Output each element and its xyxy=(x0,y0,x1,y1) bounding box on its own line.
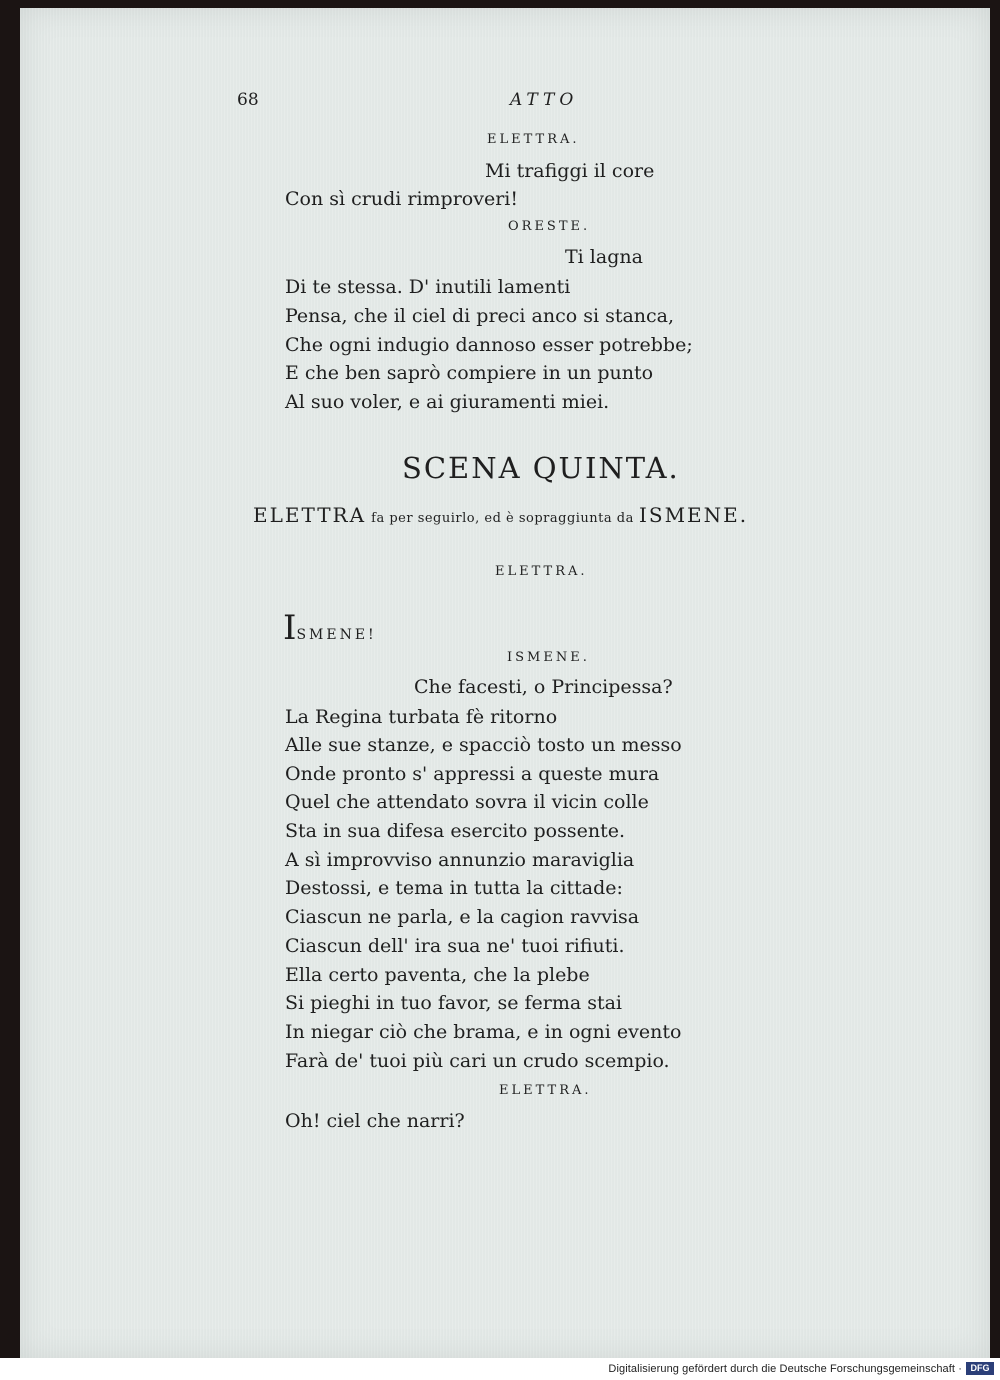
footer-bar xyxy=(0,1358,1000,1380)
verse-line: A sì improvviso annunzio maraviglia xyxy=(285,849,635,871)
verse-line: Onde pronto s' appressi a queste mura xyxy=(285,763,660,785)
scene-title: SCENA QUINTA. xyxy=(402,451,680,485)
verse-line: Pensa, che il ciel di preci anco si stanca, xyxy=(285,305,675,327)
stage-direction xyxy=(253,505,748,525)
verse-line: Si pieghi in tuo favor, se ferma stai xyxy=(285,992,623,1014)
verse-line: Oh! ciel che narri? xyxy=(285,1110,465,1132)
verse-line: Ciascun dell' ira sua ne' tuoi rifiuti. xyxy=(285,935,625,957)
page-number: 68 xyxy=(237,90,259,110)
verse-line: Che ogni indugio dannoso esser potrebbe; xyxy=(285,334,693,356)
verse-line: E che ben saprò compiere in un punto xyxy=(285,362,654,384)
verse-line: Farà de' tuoi più cari un crudo scempio. xyxy=(285,1050,670,1072)
book-page xyxy=(20,8,990,1358)
speaker-label: ISMENE. xyxy=(507,650,590,665)
drop-cap: I xyxy=(283,608,297,648)
stage-direction-text: fa per seguirlo, ed è sopraggiunta da xyxy=(371,511,634,526)
verse-line: Alle sue stanze, e spacciò tosto un messo xyxy=(285,734,682,756)
verse-line: In niegar ciò che brama, e in ogni evento xyxy=(285,1021,682,1043)
verse-line: Ciascun ne parla, e la cagion ravvisa xyxy=(285,906,640,928)
dfg-logo: DFG xyxy=(966,1362,994,1375)
drop-cap-line xyxy=(283,608,377,648)
verse-line: Con sì crudi rimproveri! xyxy=(285,188,518,210)
drop-cap-rest: SMENE! xyxy=(296,627,377,643)
verse-line: Ella certo paventa, che la plebe xyxy=(285,964,590,986)
stage-direction-name: ISMENE. xyxy=(638,503,749,527)
verse-line: Di te stessa. D' inutili lamenti xyxy=(285,276,571,298)
verse-line: Destossi, e tema in tutta la cittade: xyxy=(285,877,623,899)
verse-line: Sta in sua difesa esercito possente. xyxy=(285,820,626,842)
verse-line: Mi trafiggi il core xyxy=(485,160,655,182)
running-head: ATTO xyxy=(510,90,579,110)
footer-credit: Digitalisierung gefördert durch die Deutsche Forschungsgemeinschaft · xyxy=(608,1363,962,1375)
speaker-label: ELETTRA. xyxy=(499,1083,592,1098)
verse-line: Che facesti, o Principessa? xyxy=(414,676,673,698)
speaker-label: ELETTRA. xyxy=(495,564,588,579)
verse-line: Quel che attendato sovra il vicin colle xyxy=(285,791,649,813)
verse-line: Al suo voler, e ai giuramenti miei. xyxy=(285,391,610,413)
speaker-label: ELETTRA. xyxy=(487,132,580,147)
stage-direction-name: ELETTRA xyxy=(253,503,367,527)
verse-line: La Regina turbata fè ritorno xyxy=(285,706,558,728)
verse-line: Ti lagna xyxy=(565,246,643,268)
speaker-label: ORESTE. xyxy=(508,219,591,234)
